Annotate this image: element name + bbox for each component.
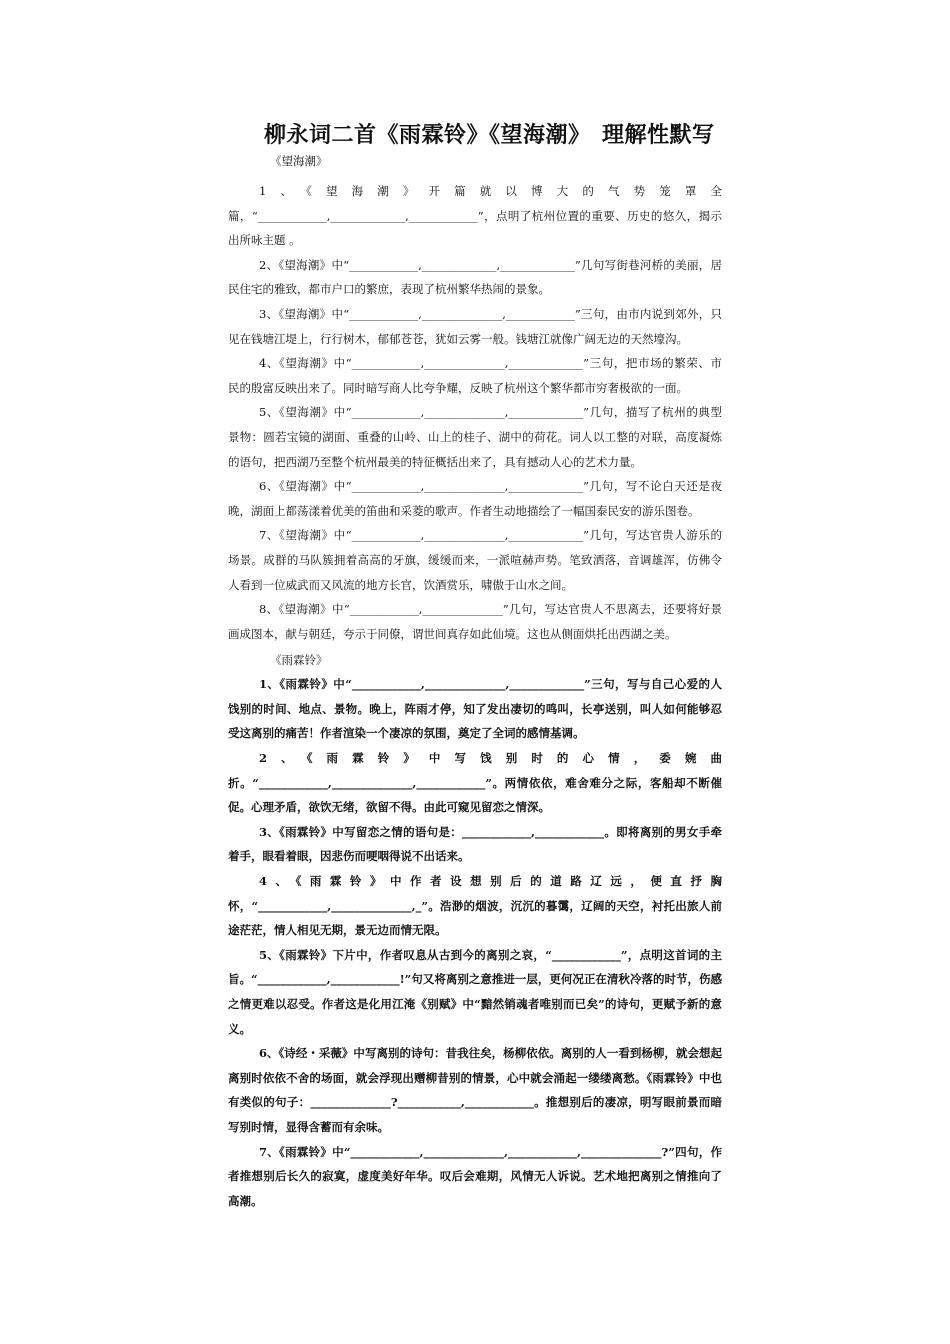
question-item: 4、《雨霖铃》中作者设想别后的道路辽远，便直抒胸怀，“____________,______________,_”。浩渺的烟波，沉沉的暮霭，辽阔的天空，衬托出旅人前途茫茫，情人相见无期，景无边而情无限。	[228, 874, 722, 938]
section-yulinling	[228, 652, 722, 1213]
question-item: 6、《诗经・采薇》中写离别的诗句：昔我往矣，杨柳依依。离别的人一看到杨柳，就会想起离别时依依不舍的场面，就会浮现出赠柳昔别的情景，心中就会涌起一缕缕离愁。《雨霖铃》中也有类似的句子：______________?___________,____________。推想别后的凄凉，明写眼前景而暗写别时情，显得含蓄而有余味。	[228, 1046, 722, 1134]
question-item: 3、《望海潮》中“____________,______________,____________”三句，由市内说到郊外，只见在钱塘江堤上，行行树木，郁郁苍苍，犹如云雾一般。钱塘江就像广阔无边的天然壕沟。	[228, 306, 722, 346]
section-heading: 《望海潮》	[270, 154, 328, 168]
question-item: 5、《望海潮》中“____________,______________,_____________”几句，描写了杭州的典型景物：圆若宝镜的湖面、重叠的山岭、山上的桂子、湖中的荷花。词人以工整的对联，高度凝炼的语句，把西湖乃至整个杭州最美的特征概括出来了，具有撼动人心的艺术力量。	[228, 405, 722, 469]
question-item: 3、《雨霖铃》中写留恋之情的语句是：____________,____________。即将离别的男女手牵着手，眼看着眼，因悲伤而哽咽得说不出话来。	[228, 824, 722, 864]
question-item: 2、《望海潮》中“____________,_____________,_____________”几句写街巷河桥的美丽，居民住宅的雅致，都市户口的繁庶，表现了杭州繁华热闹的景象。	[228, 257, 722, 297]
question-item: 5、《雨霖铃》下片中，作者叹息从古到今的离别之哀，“____________”，点明这首词的主旨。“____________,____________!”句又将离别之意推进一层，更何况正在清秋冷落的时节，伤感之情更难以忍受。作者这是化用江淹《别赋》中“黯然销魂者唯别而已矣”的诗句，更赋予新的意义。	[228, 947, 722, 1036]
section-wanghaichao	[228, 153, 722, 646]
question-item: 2、《雨霖铃》中写饯别时的心情，委婉曲折。“____________,______________,____________”。两情依依，难舍难分之际，客船却不断催促。心理矛盾，欲饮无绪，欲留不得。由此可窥见留恋之情深。	[228, 751, 722, 815]
question-item: 7、《雨霖铃》中“____________,______________,____________,______________?”四句，作者推想别后长久的寂寞，虚度美好年华。叹后会难期，风情无人诉说。艺术地把离别之情推向了高潮。	[228, 1144, 722, 1208]
question-item: 6、《望海潮》中“____________,______________,_____________”几句，写不论白天还是夜晚，湖面上都荡漾着优美的笛曲和采菱的歌声。作者生动地描绘了一幅国泰民安的游乐图卷。	[228, 479, 722, 518]
question-item: 1、《雨霖铃》中“____________,______________,_____________”三句，写与自己心爱的人饯别的时间、地点、景物。晚上，阵雨才停，知了发出凄切的鸣叫，长亭送别，叫人如何能够忍受这离别的痛苦！作者渲染一个凄凉的氛围，奠定了全词的感情基调。	[228, 677, 722, 741]
question-item: 4、《望海潮》中“____________,______________,_____________”三句，把市场的繁荣、市民的殷富反映出来了。同时暗写商人比夸争耀，反映了杭州这个繁华都市穷奢极欲的一面。	[228, 356, 722, 395]
question-item: 8、《望海潮》中“____________,______________”几句，写达官贵人不思离去，还要将好景画成图本，献与朝廷，夸示于同僚，谓世间真存如此仙境。这也从侧面烘托出西湖之美。	[228, 602, 722, 641]
worksheet-page	[228, 118, 722, 1213]
question-item: 7、《望海潮》中“____________,______________,_____________”几句，写达官贵人游乐的场景。成群的马队簇拥着高高的牙旗，缓缓而来，一派喧赫声势。笔致洒落，音调雄浑，仿佛令人看到一位威武而又风流的地方长官，饮酒赏乐，啸傲于山水之间。	[228, 528, 722, 592]
question-item: 1、《望海潮》开篇就以博大的气势笼罩全篇，“____________,_____________,____________”，点明了杭州位置的重要、历史的悠久，揭示出所咏主题 。	[228, 184, 722, 248]
page-title: 柳永词二首《雨霖铃》《望海潮》 理解性默写	[264, 122, 715, 148]
section-heading: 《雨霖铃》	[270, 653, 328, 668]
